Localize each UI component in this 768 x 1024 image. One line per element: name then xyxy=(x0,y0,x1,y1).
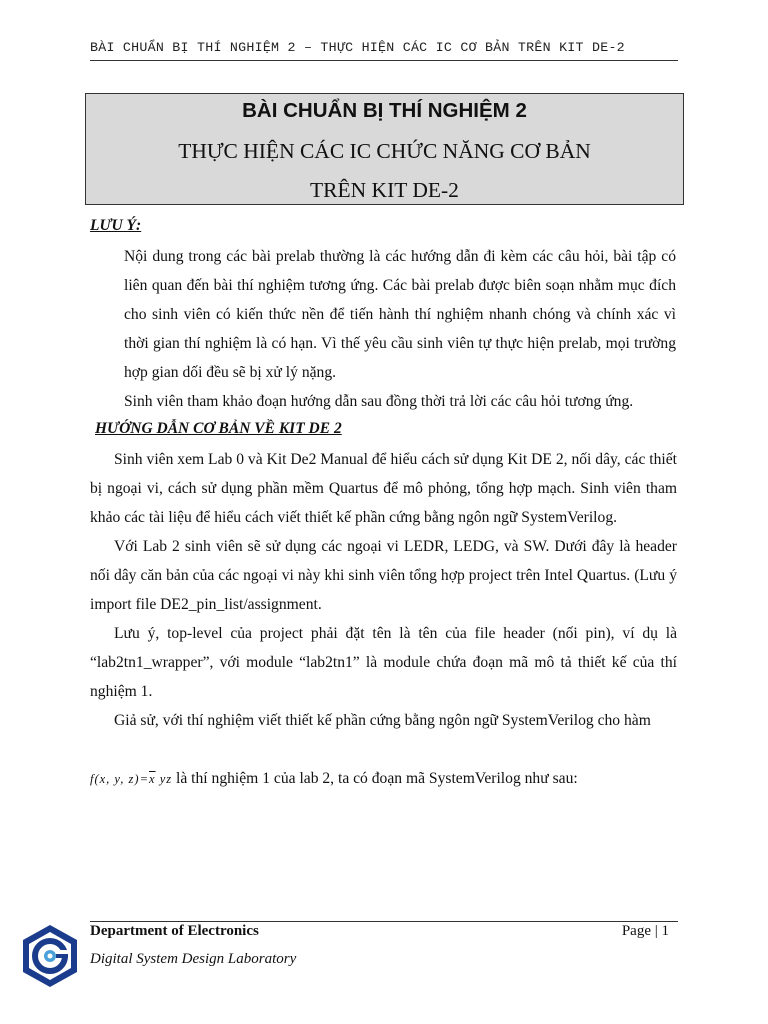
note-heading: LƯU Ý: xyxy=(90,217,142,234)
footer-rule xyxy=(90,921,678,922)
footer-department: Department of Electronics xyxy=(90,923,259,939)
note-paragraph-1 xyxy=(124,242,676,387)
formula-yz: yz xyxy=(155,772,173,786)
body-paragraph-4: Giả sử, với thí nghiệm viết thiết kế phần cứng bằng ngôn ngữ SystemVerilog cho hàm xyxy=(114,712,651,729)
body-paragraph-2: Với Lab 2 sinh viên sẽ sử dụng các ngoại vi LEDR, LEDG, và SW. Dưới đây là header nối dây căn bản của các ngoại vi này khi sinh viên tổng hợp project trên Intel Quartus. (Lưu ý import file DE2_pin_list/assignment. xyxy=(90,538,677,613)
title-line-2: THỰC HIỆN CÁC IC CHỨC NĂNG CƠ BẢN xyxy=(178,139,591,163)
footer-page-number: Page | 1 xyxy=(621,923,669,939)
header-rule xyxy=(90,60,678,61)
title-line-3: TRÊN KIT DE-2 xyxy=(310,178,459,202)
formula-tail: là thí nghiệm 1 của lab 2, ta có đoạn mã SystemVerilog như sau: xyxy=(172,770,578,787)
note-paragraph-1-text: Nội dung trong các bài prelab thường là các hướng dẫn đi kèm các câu hỏi, bài tập có liên quan đến bài thí nghiệm tương ứng. Các bài prelab được biên soạn nhằm mục đích cho sinh viên có kiến thức nền để tiến hành thí nghiệm nhanh chóng và chính xác vì thời gian thí nghiệm là có hạn. Vì thế yêu cầu sinh viên tự thực hiện prelab, mọi trường hợp gian dối đều sẽ bị xử lý nặng. xyxy=(124,248,676,381)
body-paragraph-3: Lưu ý, top-level của project phải đặt tên là tên của file header (nối pin), ví dụ là “lab2tn1_wrapper”, với module “lab2tn1” là module chứa đoạn mã mô tả thiết kế của thí nghiệm 1. xyxy=(90,625,677,700)
formula-lhs: f(x, y, z)= xyxy=(90,772,150,786)
section-body xyxy=(90,445,677,735)
body-paragraph-1: Sinh viên xem Lab 0 và Kit De2 Manual để hiểu cách sử dụng Kit DE 2, nối dây, các thiết bị ngoại vi, cách sử dụng phần mềm Quartus để mô phỏng, tổng hợp mạch. Sinh viên tham khảo các tài liệu để hiểu cách viết thiết kế phần cứng bằng ngôn ngữ SystemVerilog. xyxy=(90,451,677,526)
footer-lab-name: Digital System Design Laboratory xyxy=(90,951,297,967)
department-logo-icon xyxy=(20,923,80,989)
formula-x-bar: $\overline{x}$ xyxy=(149,772,156,786)
title-box xyxy=(85,93,684,205)
note-paragraph-2: Sinh viên tham khảo đoạn hướng dẫn sau đồng thời trả lời các câu hỏi tương ứng. xyxy=(124,393,634,410)
title-line-1: BÀI CHUẨN BỊ THÍ NGHIỆM 2 xyxy=(242,99,527,122)
running-header: BÀI CHUẨN BỊ THÍ NGHIỆM 2 – THỰC HIỆN CÁC IC CƠ BẢN TRÊN KIT DE-2 xyxy=(90,40,625,55)
section-heading: HƯỚNG DẪN CƠ BẢN VỀ KIT DE 2 xyxy=(95,420,342,437)
formula-line xyxy=(90,764,578,794)
